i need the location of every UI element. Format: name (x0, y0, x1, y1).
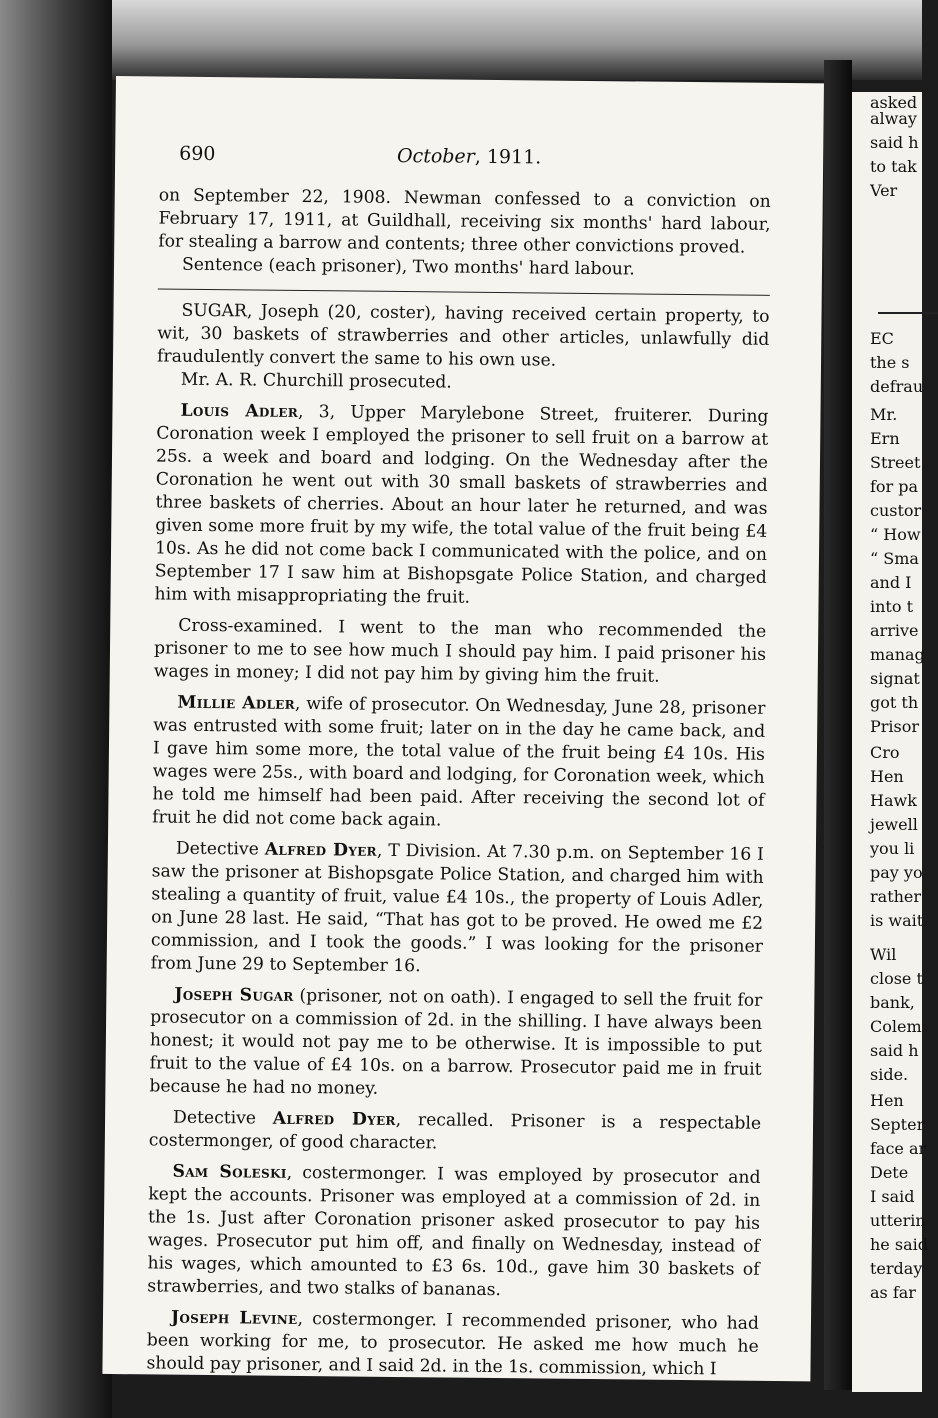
right-page-fragment: arrive (870, 621, 919, 640)
right-page-fragment: into t (870, 597, 913, 616)
right-page-fragment: “ How (870, 525, 921, 544)
right-page-fragment: I said (870, 1187, 915, 1206)
right-page-fragment: Street (870, 453, 921, 472)
witness-name: Joseph Sugar (174, 984, 294, 1006)
paragraph-text: , costermonger. I was employed by prosecutor and kept the accounts. Prisoner was employed at a commission of 2d. in the 1s. Just after Coronation prisoner asked prosecutor to pay his wages. Prosecutor put him off, and finally on Wednesday, instead of his wages, which amounted to £3 6s. 10d., gave him 30 baskets of strawberries, and two stalks of bananas. (147, 1162, 761, 1301)
right-page-fragment: manag (870, 645, 925, 664)
running-head (115, 142, 823, 171)
page-body (146, 184, 770, 1381)
witness-paragraph (154, 399, 768, 612)
witness-name: Louis Adler (180, 400, 299, 422)
scan-background-top (0, 0, 922, 80)
paragraph-text: Cross-examined. I went to the man who recommended the prisoner to me to see how much I should pay him. I paid prisoner his wages in money; I did not pay him by giving him the fruit. (153, 615, 767, 687)
right-page-fragment: Hen (870, 1091, 904, 1110)
right-page-fragment: Hen (870, 767, 904, 786)
right-page-fragment: close t (870, 969, 923, 988)
paragraph-text: , T Division. At 7.30 p.m. on September 16 I saw the prisoner at Bishopsgate Police Station, and charged him with stealing a quantity of fruit, value £4 10s., the property of Louis Adler, on June 28 last. He said, “That has got to be proved. He owed me £2 commission, and I took the goods.” I was looking for the prisoner from June 29 to September 16. (150, 840, 764, 977)
paragraph (158, 184, 771, 259)
right-page-fragment: got th (870, 693, 919, 712)
paragraph-text: SUGAR, Joseph (20, coster), having received certain property, to wit, 30 baskets of strawberries and other articles, unlawfully did fraudulently convert the same to his own use. (156, 300, 770, 371)
witness-name: Millie Adler (177, 692, 296, 714)
witness-paragraph (151, 837, 764, 981)
right-page-fragment: terday (870, 1259, 923, 1278)
case-divider (158, 288, 770, 295)
paragraph-text: , wife of prosecutor. On Wednesday, June 28, prisoner was entrusted with some fruit; later on in the day he came back, and I gave him some more, the total value of the fruit being £4 10s. His wages were 25s., with board and lodging, for Coronation week, which he told me himself had been paid. After receiving the second lot of fruit he did not come back again. (152, 693, 766, 831)
right-page-fragment: side. (870, 1065, 909, 1084)
right-page-fragment: the s (870, 353, 910, 372)
right-page-fragment: is wait (870, 911, 924, 930)
scan-background-left (0, 0, 112, 1418)
right-page-fragment: Mr. (870, 405, 898, 424)
paragraph-text: (prisoner, not on oath). I engaged to sell the fruit for prosecutor on a commission of 2d. in the shilling. I have always been honest; it would not pay me to be otherwise. It is impossible to put fruit to the value of £4 10s. on a barrow. Prosecutor paid me in fruit because he had no money. (149, 985, 763, 1099)
right-page-fragment: custor (870, 501, 922, 520)
right-page-fragment: rather (870, 887, 922, 906)
right-page-fragment: said h (870, 1041, 919, 1060)
right-page-fragment: Prisor (870, 717, 920, 736)
right-page-fragment: bank, (870, 993, 915, 1012)
running-head-month: October (396, 144, 475, 168)
book-page-left (102, 76, 824, 1381)
right-page-fragment: you li (870, 839, 915, 858)
right-page-fragment: Cro (870, 743, 900, 762)
witness-name: Alfred Dyer (272, 1108, 396, 1130)
witness-name: Alfred Dyer (264, 839, 377, 861)
right-page-fragment: jewell (870, 815, 918, 834)
right-page-fragment: as far (870, 1283, 916, 1302)
right-page-fragment: face ar (870, 1139, 927, 1158)
right-page-fragment: alway (870, 109, 917, 128)
witness-paragraph (147, 1160, 760, 1304)
right-page-divider (878, 312, 938, 314)
page-number: 690 (179, 142, 216, 166)
paragraph-text: Mr. A. R. Churchill prosecuted. (180, 369, 452, 393)
right-page-fragment: Wil (870, 945, 897, 964)
witness-paragraph (146, 1306, 759, 1381)
book-page-right-fragment (852, 92, 928, 1392)
running-head-year: , 1911. (474, 145, 542, 169)
right-page-fragment: Colem (870, 1017, 922, 1036)
witness-name: Joseph Levine (170, 1307, 298, 1329)
right-page-fragment: and I (870, 573, 912, 592)
paragraph-text: on September 22, 1908. Newman confessed to a conviction on February 17, 1911, at Guildhall, receiving six months' hard labour, for stealing a barrow and contents; three other convictions proved. (158, 185, 771, 258)
right-page-fragment: EC (870, 329, 894, 348)
right-page-fragment: he said (870, 1235, 928, 1254)
right-page-fragment: “ Sma (870, 549, 919, 568)
right-page-fragment: Hawk (870, 791, 917, 810)
right-page-fragment: to tak (870, 157, 917, 176)
right-page-fragment: utterin (870, 1211, 926, 1230)
right-page-fragment: Ver (870, 181, 898, 200)
right-page-fragment: for pa (870, 477, 919, 496)
witness-prefix: Detective (175, 838, 265, 860)
witness-prefix: Detective (172, 1107, 273, 1129)
paragraph-text: , recalled. Prisoner is a respectable costermonger, of good character. (148, 1109, 762, 1154)
right-page-fragment: Dete (870, 1163, 909, 1182)
right-page-fragment: signat (870, 669, 920, 688)
right-page-fragment: asked (870, 93, 918, 112)
right-page-fragment: defrau (870, 377, 924, 396)
right-page-fragment: Septer (870, 1115, 925, 1134)
paragraph-text: , 3, Upper Marylebone Street, fruiterer. During Coronation week I employed the prisoner to sell fruit on a barrow at 25s. a week and board and lodging. On the Wednesday after the Coronation he went out with 30 small baskets of strawberries and three baskets of cherries. About an hour later he returned, and was given some more fruit by my wife, the total value of the fruit being £4 10s. As he did not come back I communicated with the police, and on September 17 I saw him at Bishopsgate Police Station, and charged him with misappropriating the fruit. (154, 401, 769, 608)
right-page-fragment: Ern (870, 429, 900, 448)
paragraph-text: , costermonger. I recommended prisoner, who had been working for me, to prosecutor. He asked me how much he should pay prisoner, and I said 2d. in the 1s. commission, which I (146, 1308, 760, 1380)
witness-paragraph (149, 983, 762, 1104)
witness-paragraph (149, 1106, 761, 1158)
cross-examination-paragraph (154, 614, 767, 689)
witness-name: Sam Soleski (172, 1161, 287, 1183)
witness-paragraph (152, 691, 765, 835)
right-page-fragment: pay yo (870, 863, 923, 882)
case-heading (157, 299, 770, 374)
right-page-fragment: said h (870, 133, 919, 152)
book-spine (824, 60, 852, 1390)
paragraph-text: Sentence (each prisoner), Two months' hard labour. (181, 254, 635, 280)
